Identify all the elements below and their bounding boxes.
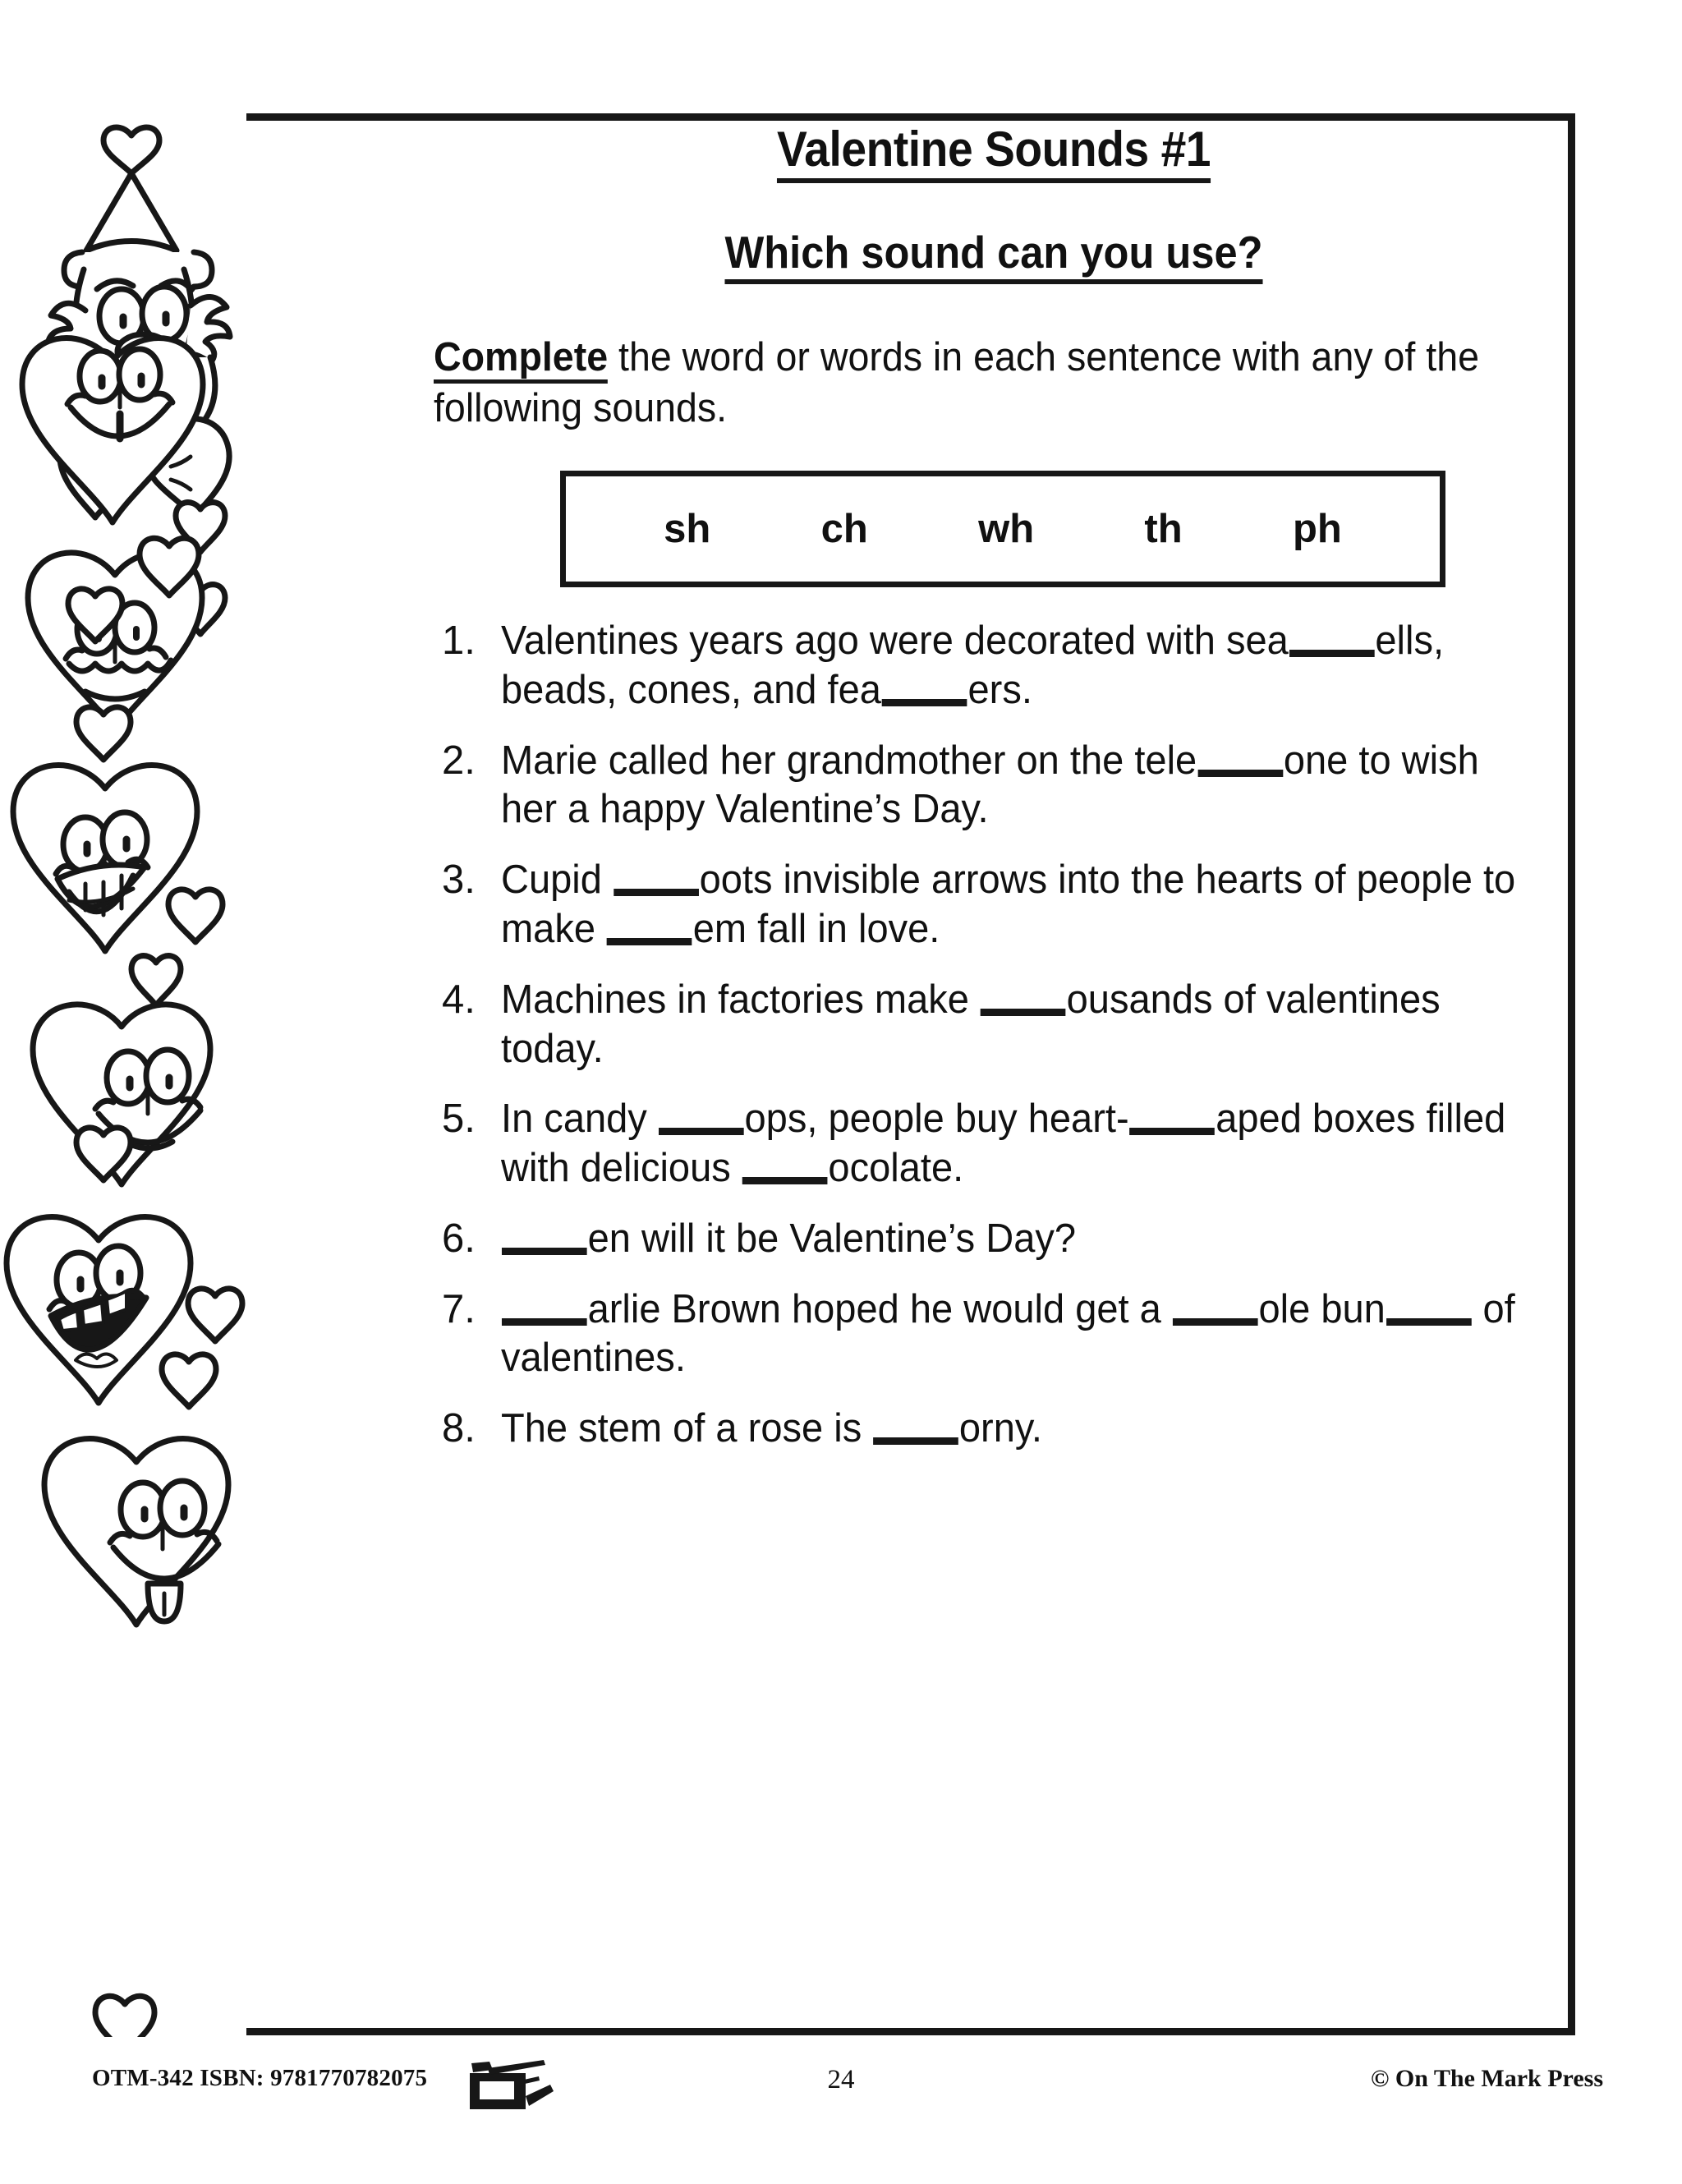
question-text xyxy=(501,1095,1518,1193)
answer-blank[interactable] xyxy=(502,1248,587,1255)
sound-chip: wh xyxy=(978,507,1035,552)
question-number: 3. xyxy=(442,858,476,903)
sound-chip: sh xyxy=(664,507,711,552)
question-item xyxy=(437,976,1560,1074)
question-item xyxy=(437,1215,1560,1264)
sound-chip: ph xyxy=(1292,507,1342,552)
question-text-fragment: In candy xyxy=(501,1097,658,1142)
answer-blank[interactable] xyxy=(1173,1318,1258,1326)
question-number: 8. xyxy=(442,1406,476,1451)
question-text-fragment: en will it be Valentine’s Day? xyxy=(587,1216,1077,1261)
question-text-fragment: ops, people buy heart- xyxy=(744,1097,1129,1142)
answer-blank[interactable] xyxy=(742,1177,828,1184)
answer-blank[interactable] xyxy=(1289,650,1375,657)
sound-chip: th xyxy=(1144,507,1183,552)
question-text-fragment: em fall in love. xyxy=(692,907,940,952)
question-item xyxy=(437,737,1560,835)
question-text-fragment: aped boxes filled with delicious xyxy=(501,1097,1506,1191)
answer-blank[interactable] xyxy=(873,1437,958,1445)
question-text-fragment: Marie called her grandmother on the tele xyxy=(501,738,1197,783)
answer-blank[interactable] xyxy=(607,938,692,945)
sounds-reference-box xyxy=(560,471,1445,587)
answer-blank[interactable] xyxy=(1197,770,1283,777)
answer-blank[interactable] xyxy=(1130,1128,1216,1135)
questions-list xyxy=(437,617,1560,1454)
question-text xyxy=(501,617,1518,715)
question-number: 6. xyxy=(442,1216,476,1261)
catalog-isbn: OTM-342 ISBN: 9781770782075 xyxy=(92,2065,428,2091)
question-number: 1. xyxy=(442,618,476,664)
question-item xyxy=(437,1405,1560,1454)
title-block xyxy=(427,123,1560,284)
page-number: 24 xyxy=(827,2065,855,2094)
question-item xyxy=(437,617,1560,715)
worksheet-content xyxy=(427,123,1560,1475)
question-text xyxy=(501,737,1518,835)
question-text-fragment: one to wish her a happy Valentine’s Day. xyxy=(501,738,1479,832)
question-text-fragment: ole bun xyxy=(1258,1286,1386,1331)
question-text-fragment: ocolate. xyxy=(828,1146,964,1191)
question-item xyxy=(437,1285,1560,1384)
heart-face-3 xyxy=(13,766,197,951)
question-number: 4. xyxy=(442,977,476,1022)
question-text-fragment: arlie Brown hoped he would get a xyxy=(587,1286,1172,1331)
answer-blank[interactable] xyxy=(659,1128,744,1135)
question-text-fragment: The stem of a rose is xyxy=(501,1406,873,1451)
question-text-fragment: ers. xyxy=(967,667,1032,712)
question-text xyxy=(501,856,1518,954)
question-text xyxy=(501,1285,1518,1384)
answer-blank[interactable] xyxy=(502,1318,587,1326)
answer-blank[interactable] xyxy=(1386,1318,1472,1326)
question-text-fragment: ells, beads, cones, and fea xyxy=(501,618,1445,712)
question-number: 2. xyxy=(442,738,476,783)
decorative-illustration-column xyxy=(0,49,271,2037)
question-text-fragment: of valentines. xyxy=(501,1286,1515,1381)
answer-blank[interactable] xyxy=(981,1009,1066,1016)
copyright-notice: © On The Mark Press xyxy=(1371,2065,1603,2092)
question-text-fragment: Cupid xyxy=(501,858,613,903)
question-number: 5. xyxy=(442,1097,476,1142)
page-subtitle: Which sound can you use? xyxy=(724,229,1262,284)
question-text xyxy=(501,976,1518,1074)
heart-face-6 xyxy=(44,1439,228,1625)
instructions-text xyxy=(434,332,1504,435)
page-title: Valentine Sounds #1 xyxy=(777,123,1211,183)
sound-chip: ch xyxy=(820,507,868,552)
answer-blank[interactable] xyxy=(882,699,967,706)
question-text-fragment: ousands of valentines today. xyxy=(501,977,1441,1071)
page-footer xyxy=(0,2053,1682,2127)
answer-blank[interactable] xyxy=(614,889,699,896)
question-text-fragment: orny. xyxy=(958,1406,1042,1451)
question-item xyxy=(437,856,1560,954)
question-text-fragment: oots invisible arrows into the hearts of people to make xyxy=(501,858,1516,952)
question-item xyxy=(437,1095,1560,1193)
instructions-lead-word: Complete xyxy=(434,335,608,384)
question-text xyxy=(501,1405,1518,1454)
instructions-rest: the word or words in each sentence with any of the following sounds. xyxy=(434,334,1480,431)
question-text-fragment: Machines in factories make xyxy=(501,977,981,1022)
question-text-fragment: Valentines years ago were decorated with sea xyxy=(501,618,1289,664)
question-number: 7. xyxy=(442,1286,476,1331)
question-text xyxy=(501,1215,1518,1264)
